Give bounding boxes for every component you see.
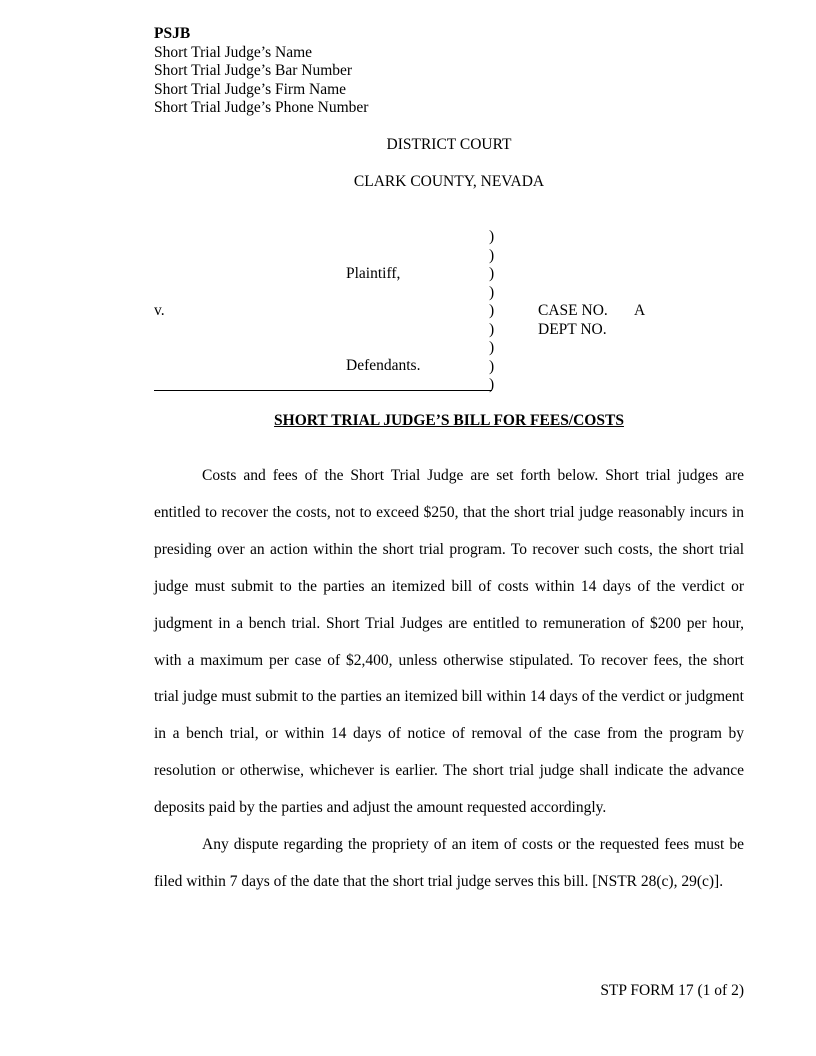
court-name: DISTRICT COURT: [386, 136, 512, 153]
judge-info-block: [154, 25, 368, 118]
judge-name-line: Short Trial Judge’s Name: [154, 43, 313, 61]
dept-no-label: DEPT NO.: [538, 320, 607, 338]
caption-paren: ): [489, 376, 495, 393]
versus-label: v.: [154, 302, 165, 319]
caption-paren: ): [489, 283, 495, 301]
case-no-label: CASE NO.: [538, 302, 608, 319]
document-title: SHORT TRIAL JUDGE’S BILL FOR FEES/COSTS: [274, 412, 624, 429]
caption-underline: [154, 390, 492, 391]
form-footer: STP FORM 17 (1 of 2): [600, 982, 744, 999]
judge-firm-name-line: Short Trial Judge’s Firm Name: [154, 80, 347, 98]
caption-paren: ): [489, 357, 495, 375]
costs-fees-paragraph: Costs and fees of the Short Trial Judge are set forth below. Short trial judges are entitled to recover the costs, not to exceed $250, that the short trial judge reasonably incurs in presiding over an action within the short trial program. To recover such costs, the short trial judge must submit to the parties an itemized bill of costs within 14 days of the verdict or judgment in a bench trial. Short Trial Judges are entitled to remuneration of $200 per hour, with a maximum per case of $2,400, unless otherwise stipulated. To recover fees, the short trial judge must submit to the parties an itemized bill within 14 days of the verdict or judgment in a bench trial, or within 14 days of notice of removal of the case from the program by resolution or otherwise, whichever is earlier. The short trial judge shall indicate the advance deposits paid by the parties and adjust the amount requested accordingly.: [154, 467, 744, 817]
court-county: CLARK COUNTY, NEVADA: [353, 173, 545, 190]
caption-paren: ): [489, 228, 495, 245]
case-no-value: A: [634, 302, 646, 319]
caption-paren: ): [489, 339, 495, 356]
caption-paren: ): [489, 265, 495, 282]
plaintiff-label: Plaintiff,: [346, 265, 401, 282]
defendants-label: Defendants.: [346, 357, 421, 374]
caption-paren: ): [489, 320, 495, 338]
caption-paren: ): [489, 302, 495, 319]
org-abbrev: PSJB: [154, 25, 191, 42]
judge-phone-line: Short Trial Judge’s Phone Number: [154, 99, 369, 116]
caption-paren: ): [489, 246, 495, 264]
body-text: [154, 458, 744, 901]
judge-bar-number-line: Short Trial Judge’s Bar Number: [154, 62, 353, 79]
dispute-paragraph: Any dispute regarding the propriety of an item of costs or the requested fees must be filed within 7 days of the date that the short trial judge serves this bill. [NSTR 28(c), 29(c)].: [154, 836, 744, 890]
